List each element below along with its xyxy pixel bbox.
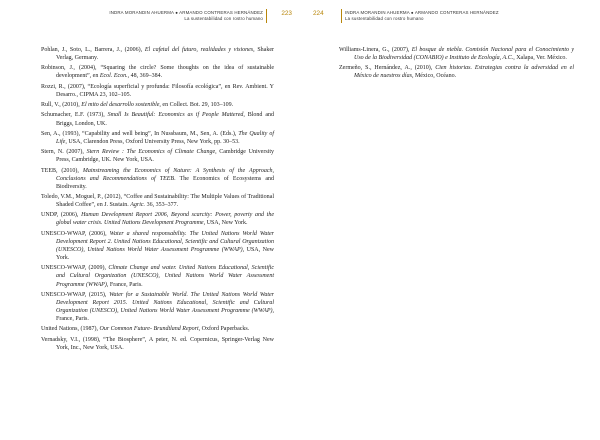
- reference-text: Rull, V., (2010),: [41, 102, 82, 109]
- reference-title: Our Common Future- Brundtland Report: [99, 326, 199, 333]
- reference-entry: [41, 325, 274, 333]
- reference-text: Zermeño, S., Hernández, A., (2010),: [339, 65, 436, 72]
- header-authors: INDRA MORANDIN AHUERMA ● ARMANDO CONTRERAS HERNÁNDEZ: [345, 10, 499, 15]
- reference-entry: [41, 193, 274, 209]
- reference-publisher: , Xalapa, Ver. México.: [513, 55, 567, 62]
- reference-publisher: , USA, New York.: [203, 220, 248, 227]
- reference-entry: [41, 336, 274, 352]
- running-header-left: [109, 10, 263, 22]
- reference-entry: [41, 83, 274, 99]
- reference-text: United Nations, (1987),: [41, 326, 100, 333]
- reference-publisher: , Oxford Paperbacks.: [198, 326, 250, 333]
- reference-title: El mito del desarrollo sostenible: [81, 102, 160, 109]
- reference-publisher: , Shaker Verlag, Germany.: [56, 47, 274, 62]
- right-page: [300, 0, 600, 440]
- reference-title: Small Is Beautiful: Economics as if People Mattered: [107, 112, 244, 119]
- running-header-right: [345, 10, 499, 22]
- reference-title: The Quality of Life: [56, 130, 274, 145]
- header-subtitle: La sustentabilidad con rostro humano: [184, 16, 263, 21]
- reference-title: Ecol. Econ.: [99, 73, 128, 80]
- reference-publisher: . The Economics of Ecosystems and Biodiversity.: [56, 175, 274, 190]
- reference-publisher: , France, Paris.: [56, 307, 274, 323]
- reference-entry: [41, 130, 274, 146]
- reference-entry: [41, 211, 274, 227]
- reference-publisher: , USA, New York.: [56, 246, 274, 262]
- reference-entry: [41, 148, 274, 164]
- reference-text: Williams-Linera, G., (2007),: [339, 47, 412, 53]
- reference-title: Stern Review : The Economics of Climate Change: [86, 149, 216, 156]
- reference-text: Sen, A., (1993), “Capability and well being”, In Nussbaum, M., Sen, A. (Eds.),: [41, 130, 239, 137]
- reference-publisher: , Cambridge University Press, Cambridge, UK. New York, USA.: [56, 149, 274, 164]
- reference-title: Climate Change and water. United Nations Educational, Scientific and Cultural Organization (UNESCO), United Nations World Water Assessment Programme (WWAP): [56, 265, 274, 288]
- header-divider: [341, 9, 342, 23]
- reference-text: UNESCO-WWAP, (2006),: [41, 230, 110, 237]
- reference-entry: [41, 291, 274, 323]
- reference-text: Robinson, J., (2004), “Squaring the circle? Some thoughts on the idea of sustainable development”, en: [41, 65, 274, 80]
- reference-text: UNESCO-WWAP, (2015),: [41, 291, 110, 298]
- header-authors: INDRA MORANDIN AHUERMA ● ARMANDO CONTRERAS HERNÁNDEZ: [109, 10, 263, 15]
- reference-title: Agric.: [130, 202, 146, 209]
- reference-text: UNDP, (2006),: [41, 212, 82, 219]
- reference-text: Toledo, V.M., Moguel, P., (2012), “Coffee and Sustainability: The Multiple Values of Traditional Shaded Coffee”, en J. Sustain.: [41, 194, 274, 209]
- reference-title: Cien historias. Estrategias contra la adversidad en el México de nuestros días: [354, 65, 574, 80]
- page-number-left: 223: [281, 10, 292, 17]
- reference-title: Mainstreaming the Economics of Nature: A Synthesis of the Approach, Conclusions and Recommendations of TEEB: [56, 167, 274, 182]
- reference-publisher: , France, Paris.: [106, 281, 143, 288]
- reference-list-right: [339, 46, 574, 83]
- reference-list-left: [41, 46, 274, 354]
- reference-entry: [41, 111, 274, 127]
- reference-publisher: 36, 353–377.: [145, 202, 179, 209]
- reference-entry: [41, 264, 274, 288]
- header-divider: [266, 9, 267, 23]
- reference-publisher: , Blond and Briggs, London, UK.: [56, 112, 274, 127]
- reference-entry: [41, 230, 274, 262]
- page-number-right: 224: [313, 10, 324, 17]
- reference-publisher: , USA, Clarendon Press, Oxford University Press, New York, pp. 30–53.: [65, 138, 240, 145]
- reference-text: Schumacher, E.F. (1973),: [41, 112, 108, 119]
- reference-entry: [339, 46, 574, 62]
- reference-entry: [41, 101, 274, 109]
- reference-text: Pohlan, J., Soto, L., Barrera, J., (2006),: [41, 47, 145, 53]
- reference-title: Water a shared responsability. The United Nations World Water Development Report 2. United Nations Educational, Scientific and Cultural Organization (UNESCO), United Nations World Water Assessment Programme (WWAP): [56, 230, 274, 253]
- reference-publisher: , en Collect. Bot. 29, 103–109.: [159, 102, 234, 109]
- reference-title: Human Development Report 2006, Beyond scarcity: Power, poverty and the global water crisis. United Nations Development Programme: [56, 212, 275, 227]
- header-subtitle: La sustentabilidad con rostro humano: [345, 16, 424, 21]
- reference-title: Water for a Sustainable World. The United Nations World Water Development Report 2015. United Nations Educational, Scientific and Cultural Organization (UNESCO), United Nations World Water Assessment Programme (WWAP): [56, 291, 275, 314]
- reference-text: UNESCO-WWAP, (2009),: [41, 265, 109, 272]
- reference-entry: [41, 46, 274, 62]
- reference-publisher: , 48, 369–384.: [127, 73, 163, 80]
- reference-entry: [41, 167, 274, 191]
- reference-title: El bosque de niebla. Comisión Nacional para el Conocimiento y Uso de la Biodiversidad (CONABIO) e Instituto de Ecología, A.C.: [354, 47, 574, 62]
- reference-title: El cafetal del futuro, realidades y visiones: [144, 47, 254, 53]
- reference-entry: [339, 64, 574, 80]
- reference-text: TEEB, (2010),: [41, 167, 83, 174]
- reference-text: Rozzi, R., (2007), “Ecología superficial y profunda: Filosofía ecológica”, en Rev. Ambient. Y Desarro., CIPMA 23, 102–105.: [41, 83, 274, 98]
- reference-publisher: , México, Océano.: [411, 73, 457, 80]
- reference-text: Stern, N. (2007),: [41, 149, 87, 156]
- reference-entry: [41, 64, 274, 80]
- reference-text: Vernadsky, V.I., (1998), “The Biosphere”, A peter, N. ed. Copernicus, Springer-Verlag New York, Inc., New York, USA.: [41, 336, 274, 351]
